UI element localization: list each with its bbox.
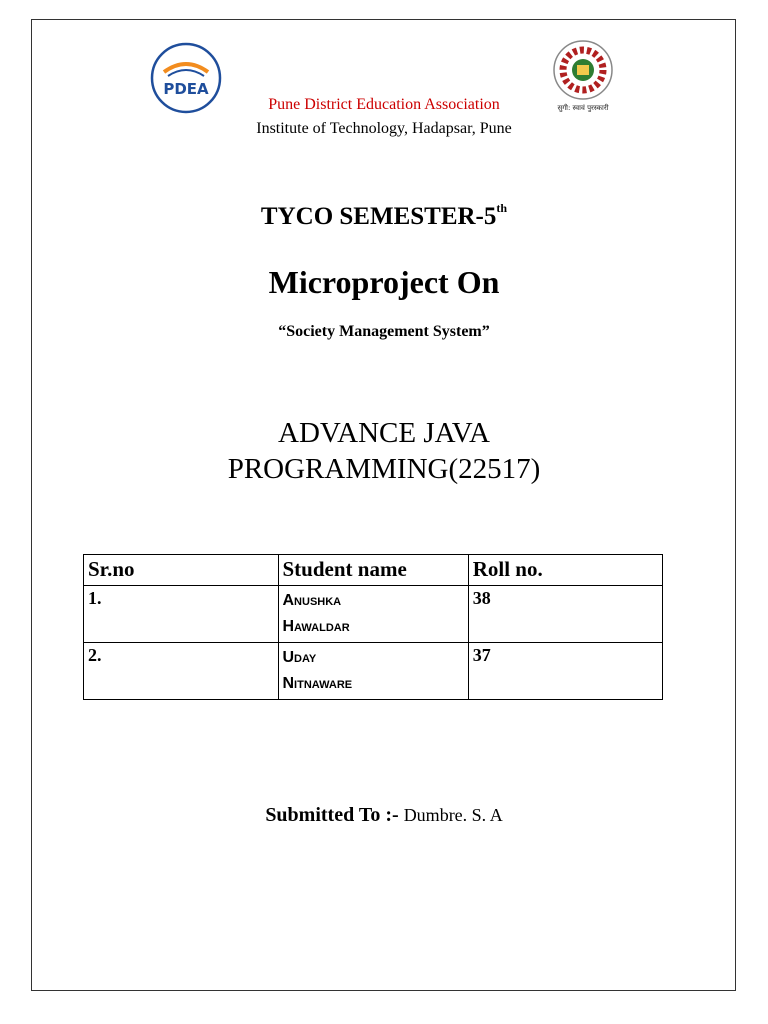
cell-student-name <box>278 586 468 643</box>
header-roll-no: Roll no. <box>468 555 662 586</box>
table-row <box>84 586 663 643</box>
association-name: Pune District Education Association <box>268 96 500 113</box>
header-srno: Sr.no <box>84 555 279 586</box>
project-topic: “Society Management System” <box>278 323 490 340</box>
pdea-logo-text: PDEA <box>163 80 209 98</box>
table-header-row <box>84 555 663 586</box>
cell-roll-no: 37 <box>468 643 662 700</box>
submitted-to <box>0 804 768 827</box>
page-border <box>31 19 736 991</box>
table-row <box>84 643 663 700</box>
semester-heading <box>0 203 768 231</box>
cell-srno: 2. <box>84 643 279 700</box>
subject-line-1: ADVANCE JAVA <box>278 417 490 449</box>
subject-title <box>0 415 768 487</box>
semester-text: TYCO SEMESTER-5 <box>260 203 497 230</box>
microproject-heading: Microproject On <box>268 264 500 300</box>
name-line-1: Anushka <box>282 592 342 609</box>
subject-line-2: PROGRAMMING(22517) <box>227 453 541 485</box>
teacher-name: Dumbre. S. A <box>403 805 503 825</box>
institute-name: Institute of Technology, Hadapsar, Pune <box>256 120 512 137</box>
cell-student-name <box>278 643 468 700</box>
students-table <box>83 554 663 700</box>
semester-sup: th <box>496 201 508 215</box>
cell-srno: 1. <box>84 586 279 643</box>
name-line-1: Uday <box>282 649 317 666</box>
name-line-2: Hawaldar <box>282 618 350 635</box>
submitted-label: Submitted To :- <box>265 804 399 826</box>
cell-roll-no: 38 <box>468 586 662 643</box>
header-student-name: Student name <box>278 555 468 586</box>
name-line-2: Nitnaware <box>282 675 353 692</box>
seal-motto: सुगी: स्वावं पुरस्कारी <box>557 104 609 112</box>
